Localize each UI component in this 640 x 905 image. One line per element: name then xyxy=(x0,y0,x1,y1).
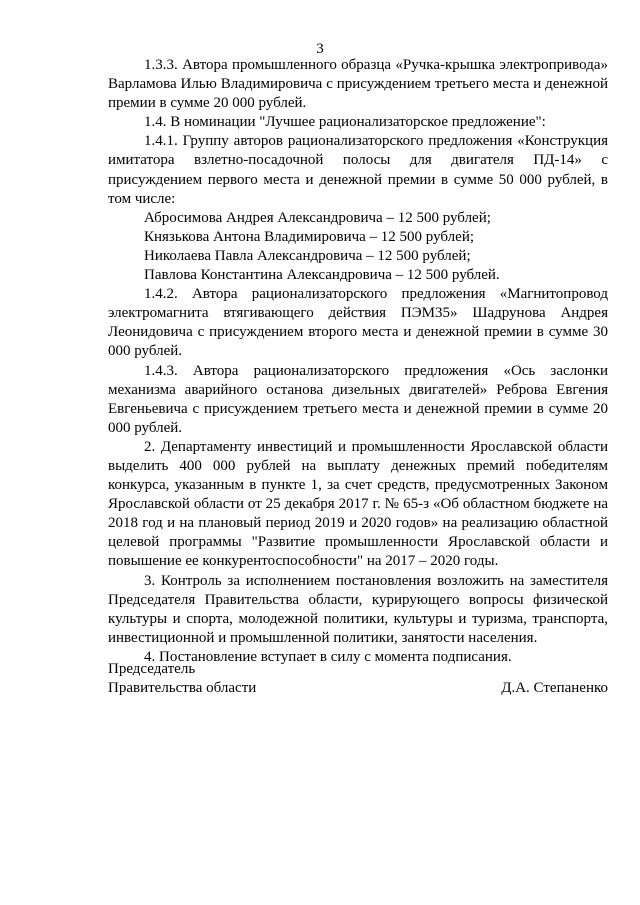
signature-block xyxy=(108,660,608,698)
signatory-title-line-2: Правительства области xyxy=(108,680,257,696)
signatory-title-line-1: Председатель xyxy=(108,661,196,677)
paragraph-1-4: 1.4. В номинации "Лучшее рационализаторское предложение": xyxy=(144,114,546,131)
paragraph-4: 4. Постановление вступает в силу с момента подписания. xyxy=(144,648,512,665)
paragraph-3: 3. Контроль за исполнением постановления возложить на заместителя Председателя Правительства области, курирующего вопросы физической культуры и спорта, молодежной политики, культуры и туризма, транспорта, инвестиционной и промышленной политики, занятости населения. xyxy=(108,572,608,646)
paragraph-1-4-3: 1.4.3. Автора рационализаторского предложения «Ось заслонки механизма аварийного останова дизельных двигателей» Реброва Евгения Евгеньевича с присуждением третьего места и денежной премии в сумме 20 000 рублей. xyxy=(108,362,608,436)
document-body xyxy=(108,56,608,667)
paragraph-1-3-3: 1.3.3. Автора промышленного образца «Ручка-крышка электропривода» Варламова Илью Владимировича с присуждением третьего места и денежной премии в сумме 20 000 рублей. xyxy=(108,57,608,112)
list-item-author: Абросимова Андрея Александровича – 12 500 рублей; xyxy=(144,209,491,226)
list-item-author: Князькова Антона Владимировича – 12 500 рублей; xyxy=(144,228,475,245)
paragraph-1-4-1: 1.4.1. Группу авторов рационализаторского предложения «Конструкция имитатора взлетно-посадочной полосы для двигателя ПД-14» с присуждением первого места и денежной премии в сумме 50 000 рублей, в том числе: xyxy=(108,133,608,207)
paragraph-2: 2. Департаменту инвестиций и промышленности Ярославской области выделить 400 000 рублей на выплату денежных премий победителям конкурса, указанным в пункте 1, за счет средств, предусмотренных Законом Ярославской области от 25 декабря 2017 г. № 65-з «Об областном бюджете на 2018 год и на плановый период 2019 и 2020 годов» на реализацию областной целевой программы "Развитие промышленности Ярославской области и повышение ее конкурентоспособности" на 2017 – 2020 годы. xyxy=(108,438,608,570)
signatory-name: Д.А. Степаненко xyxy=(501,680,608,696)
list-item-author: Павлова Константина Александровича – 12 500 рублей. xyxy=(144,267,500,284)
signature-line xyxy=(108,679,608,698)
list-item-author: Николаева Павла Александровича – 12 500 рублей; xyxy=(144,247,471,264)
page-number: 3 xyxy=(316,41,324,57)
paragraph-1-4-2: 1.4.2. Автора рационализаторского предложения «Магнитопровод электромагнита втягивающего действия ПЭМ35» Шадрунова Андрея Леонидовича с присуждением второго места и денежной премии в сумме 30 000 рублей. xyxy=(108,286,608,360)
